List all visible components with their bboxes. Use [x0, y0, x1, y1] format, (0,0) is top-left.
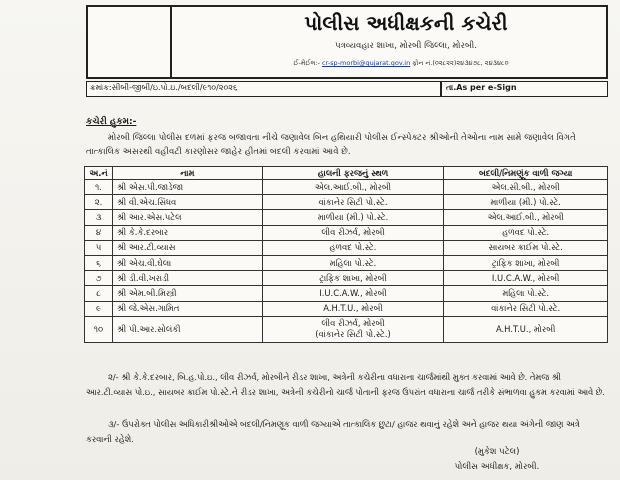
row-current-post [262, 316, 444, 342]
row-current-post: વાંકાનેર સિટી પો.સ્ટે. [262, 195, 444, 210]
row-serial: ૯ [85, 301, 113, 316]
order-heading: કચેરી હુકમ:- [86, 117, 137, 127]
reference-divider [440, 81, 442, 97]
row-new-post: સાયબર ક્રાઈમ પો.સ્ટે. [444, 240, 608, 255]
row-name: શ્રી પી.આર.સોલંકી [112, 316, 262, 342]
header-name: નામ [112, 167, 262, 180]
office-contact [196, 59, 606, 68]
paragraph-2: ૨/- શ્રી કે.કે.દરબાર, બિ.હ.પો.ઇ., લીવ રીઝર્વ, મોરબીને રીડર શાખા, અત્રેની કચેરીના વધારાના ચાર્જમાંથી મુક્ત કરવામાં આવે છે. તેમજ શ્રી આર.ટી.વ્યાસ પો.ઇ., સાયબર ક્રાઈમ પો.સ્ટે.ને રીડર શાખા, અત્રેની કચેરીનો ચાર્જ પોતાની ફરજ ઉપરાંત વધારાના ચાર્જ તરીકે સંભાળવા હુકમ કરવામાં આવે છે. [86, 372, 605, 397]
office-title: પોલીસ અધીક્ષકની કચેરી [304, 11, 508, 35]
row-serial: ૩ [85, 210, 113, 225]
row-current-post: એલ.આઈ.બી., મોરબી [262, 180, 444, 195]
paragraph-3: ૩/- ઉપરોક્ત પોલીસ અધિકારીશ્રીઓએ બદલી/નિમણૂક વાળી જગ્યાએ તાત્કાલિક છુટા/ હાજર થવાનું રહેશે અને હાજર થયા અંગેની જાણ અત્રે કરવાની રહેશે. [86, 419, 580, 444]
row-current-post: ટ્રાફિક શાખા, મોરબી [262, 271, 444, 286]
row-name: શ્રી ડી.વી.ખરાડી [112, 271, 262, 286]
office-subtitle: પત્રવ્યવહાર શાખા, મોરબી જિલ્લા, મોરબી. [335, 41, 477, 51]
header-current-post: હાલની ફરજનું સ્થળ [262, 167, 444, 180]
table-row [85, 316, 608, 342]
table-row [85, 180, 608, 195]
phone-number: ફોન નં.(૦૨૮૨૨)૨૪૩૪૭૮, ૨૪૩૪૮૦ [412, 59, 509, 67]
row-new-post: માળીયા (મી.) પો.સ્ટે. [444, 195, 608, 210]
contact-prefix: ઈ-મેઈલ:- [293, 59, 320, 67]
signatory-designation: પોલીસ અધીક્ષક, મોરબી. [454, 462, 540, 472]
row-new-post: એલ.સી.બી., મોરબી [444, 180, 608, 195]
row-current-post: મહિલા પો.સ્ટે. [262, 255, 444, 270]
row-name: શ્રી આર.એસ.પટેલ [112, 210, 262, 225]
row-name: શ્રી એસ.પી.જાડેજા [112, 180, 262, 195]
row-serial: ૬ [85, 255, 113, 270]
row-name: શ્રી વી.એચ.સિંધવ [112, 195, 262, 210]
row-current-post: માળીયા (મી.) પો.સ્ટે. [262, 210, 444, 225]
row-current-post-line1: લીવ રીઝર્વ, મોરબી [321, 318, 385, 329]
reference-number: ક્રમાંક:સીબી-જીબી/ઇ.પો.ઇ./બદલી/૯૧૦/૨૦૨૬ [90, 83, 238, 92]
email-link[interactable]: cr-sp-morbi@gujarat.gov.in [322, 59, 411, 67]
order-intro: મોરબી જિલ્લા પોલીસ દળમાં ફરજ બજાવતા નીચે જણાવેલ બિન હથિયારી પોલીસ ઈન્સ્પેક્ટર શ્રીઓની તેઓના નામ સામે જણાવેલ વિગતે તાત્કાલિક અસરથી વહીવટી કારણોસર જાહેર હીતમાં બદલી કરવામાં આવે છે. [86, 133, 576, 157]
row-name: શ્રી એમ.બી.મિસ્ત્રી [112, 286, 262, 301]
row-serial: ૪ [85, 225, 113, 240]
table-row [85, 240, 608, 255]
table-row [85, 301, 608, 316]
table-row [85, 225, 608, 240]
signatory-name: (મુકેશ પટેલ) [474, 447, 520, 457]
table-row [85, 271, 608, 286]
row-serial: ૮ [85, 286, 113, 301]
table-row [85, 255, 608, 270]
table-row [85, 286, 608, 301]
row-serial: ૨. [85, 195, 113, 210]
row-current-post: લીવ રીઝર્વ, મોરબી [262, 225, 444, 240]
row-new-post: I.U.C.A.W., મોરબી [444, 271, 608, 286]
row-new-post: વાંકાનેર સિટી પો.સ્ટે. [444, 301, 608, 316]
row-serial: ૭ [85, 271, 113, 286]
header-new-post: બદલી/નિમણૂંક વાળી જગ્યા [444, 167, 608, 180]
row-new-post: A.H.T.U., મોરબી [444, 316, 608, 342]
row-current-post: A.H.T.U., મોરબી [262, 301, 444, 316]
row-new-post: મહિલા પો.સ્ટે. [444, 286, 608, 301]
row-new-post: ટ્રાફિક શાખા, મોરબી [444, 255, 608, 270]
row-name: શ્રી જે.એસ.ગામિત [112, 301, 262, 316]
header-serial: અ.નં [85, 167, 113, 180]
row-serial: ૧૦ [85, 316, 113, 342]
row-name: શ્રી એચ.વી.ઘેલા [112, 255, 262, 270]
reference-date: તા.As per e-Sign [446, 83, 517, 92]
table-header-row [85, 167, 608, 180]
row-new-post: એલ.આઈ.બી., મોરબી [444, 210, 608, 225]
row-current-post: હળવદ પો.સ્ટે. [262, 240, 444, 255]
row-name: શ્રી આર.ટી.વ્યાસ [112, 240, 262, 255]
table-row [85, 195, 608, 210]
row-serial: ૧. [85, 180, 113, 195]
row-current-post-line2: (વાંકાનેર સિટી પો.સ્ટે.) [315, 329, 391, 340]
row-serial: ૫ [85, 240, 113, 255]
row-current-post: I.U.C.A.W., મોરબી [262, 286, 444, 301]
transfer-table [84, 166, 608, 343]
table-row [85, 210, 608, 225]
header-divider [170, 5, 172, 79]
row-name: શ્રી કે.કે.દરબાર [112, 225, 262, 240]
row-new-post: હળવદ પો.સ્ટે. [444, 225, 608, 240]
